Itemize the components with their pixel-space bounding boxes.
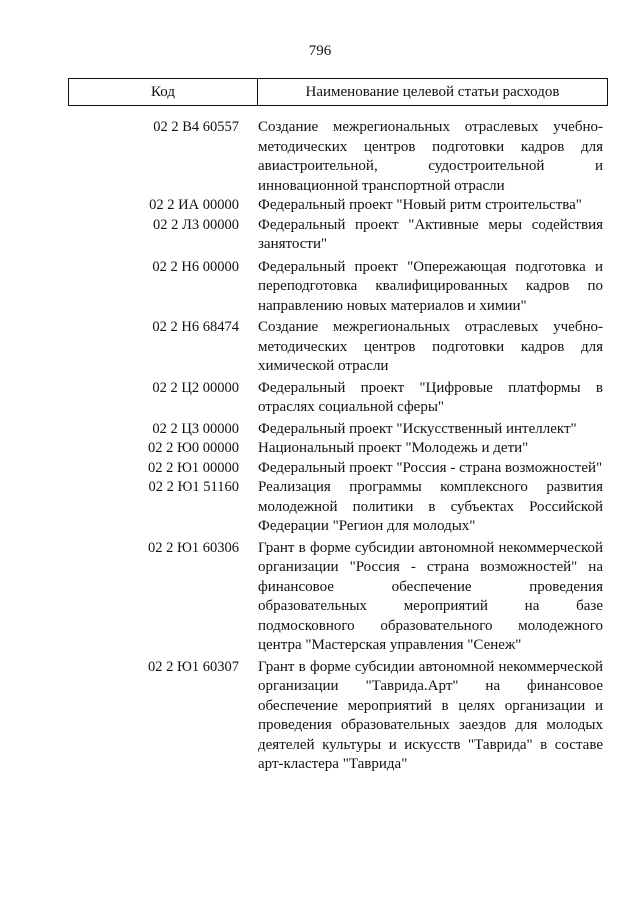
row-name: Федеральный проект "Активные меры содействия занятости" — [258, 216, 603, 252]
header-name: Наименование целевой статьи расходов — [305, 83, 560, 100]
page-number: 796 — [308, 43, 332, 59]
table-body — [68, 118, 608, 775]
table-row — [68, 196, 608, 216]
row-name: Реализация программы комплексного развития молодежной политики в субъектах Российской Федерации "Регион для молодых" — [258, 479, 603, 534]
row-name: Федеральный проект "Опережающая подготовка и переподготовка квалифицированных кадров по направлению новых материалов и химии" — [258, 258, 603, 314]
table-row — [68, 420, 608, 440]
row-code: 02 2 Н6 00000 — [152, 258, 239, 275]
table-header — [68, 78, 608, 106]
table-row — [68, 459, 608, 479]
table-row — [68, 318, 608, 377]
row-code: 02 2 Ю1 00000 — [147, 459, 239, 476]
table-row — [68, 539, 608, 656]
row-name: Федеральный проект "Новый ритм строительства" — [258, 197, 582, 213]
row-code: 02 2 Ю0 00000 — [147, 440, 239, 456]
header-code: Код — [69, 79, 258, 105]
row-name: Федеральный проект "Искусственный интеллект" — [258, 420, 577, 437]
row-name: Федеральный проект "Россия - страна возможностей" — [258, 459, 603, 476]
row-name: Создание межрегиональных отраслевых учебно-методических центров подготовки кадров для химической отрасли — [258, 319, 603, 374]
table-row — [68, 439, 608, 459]
table-row — [68, 118, 608, 196]
row-code: 02 2 Ц3 00000 — [152, 420, 239, 437]
table-row — [68, 379, 608, 418]
table-row — [68, 216, 608, 255]
row-code: 02 2 Н6 68474 — [152, 319, 239, 335]
row-name: Национальный проект "Молодежь и дети" — [258, 440, 529, 456]
row-code: 02 2 Л3 00000 — [153, 216, 239, 233]
row-code: 02 2 Ю1 51160 — [148, 479, 239, 495]
row-name: Создание межрегиональных отраслевых учебно-методических центров подготовки кадров для авиастроительной, судостроительной и инновационной транспортной отрасли — [258, 119, 603, 194]
table-row — [68, 658, 608, 775]
row-code: 02 2 Ю1 60306 — [147, 539, 239, 556]
row-code: 02 2 Ю1 60307 — [147, 658, 239, 675]
row-name: Грант в форме субсидии автономной некоммерческой организации "Россия - страна возможностей" на финансовое обеспечение проведения образовательных мероприятий на базе подмосковного образовательного молодежного центра "Мастерская управления "Сенеж" — [258, 539, 603, 653]
table-row — [68, 478, 608, 537]
row-name: Грант в форме субсидии автономной некоммерческой организации "Таврида.Арт" на финансовое обеспечение мероприятий в целях организации и проведения образовательных заездов для молодых деятелей культуры и искусств "Таврида" в составе арт-кластера "Таврида" — [258, 658, 603, 772]
row-name: Федеральный проект "Цифровые платформы в отраслях социальной сферы" — [258, 379, 603, 415]
row-code: 02 2 Ц2 00000 — [152, 379, 239, 396]
table-row — [68, 258, 608, 317]
row-code: 02 2 ИА 00000 — [149, 197, 239, 213]
row-code: 02 2 В4 60557 — [153, 119, 239, 135]
